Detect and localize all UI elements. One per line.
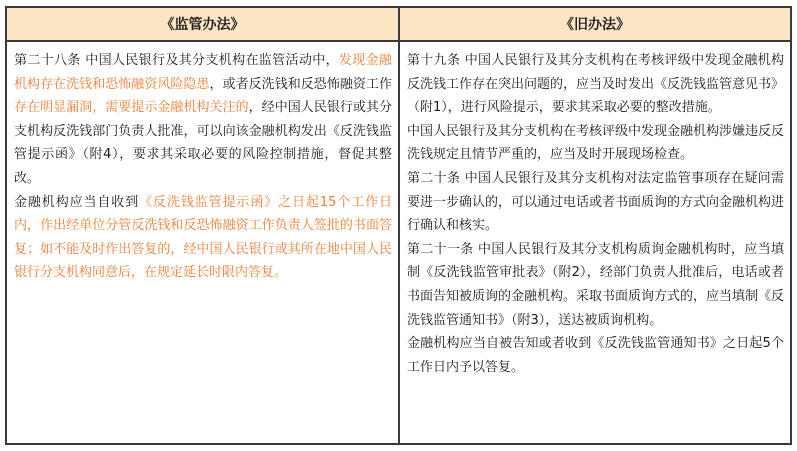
text-segment: ，经中国人民银行或其分支机构反洗钱部门负责人批准，可以向该金融机构发出《反洗钱监管提示函》（附4），要求其采取必要的风险控制措施，督促其整改。 [14, 100, 392, 186]
header-new-regulation: 《监管办法》 [7, 8, 400, 42]
header-old-regulation: 《旧办法》 [400, 8, 790, 42]
text-segment: 金融机构应当自收到 [14, 194, 140, 210]
regulation-paragraph: 第二十条 中国人民银行及其分支机构对法定监管事项存在疑问需要进一步确认的，可以通过电话或者书面质询的方式向金融机构进行确认和核实。 [407, 170, 785, 234]
highlighted-text: 《反洗钱监管提示函》之日起15个工作日内，作出经单位分管反洗钱和反恐怖融资工作负责人签批的书面答复；如不能及时作出答复的，经中国人民银行或其所在地中国人民银行分支机构同意后，在规定延长时限内答复。 [14, 194, 392, 281]
highlighted-text: 存在明显漏洞，需要提示金融机构关注的 [14, 100, 249, 116]
regulation-paragraph [14, 49, 392, 191]
text-segment: ，或者反洗钱和反恐怖融资工作 [209, 76, 392, 92]
regulation-paragraph: 中国人民银行及其分支机构在考核评级中发现金融机构涉嫌违反反洗钱规定且情节严重的，应当及时开展现场检查。 [407, 123, 785, 163]
regulation-paragraph [14, 191, 392, 285]
regulation-paragraph: 金融机构应当自被告知或者收到《反洗钱监管通知书》之日起5个工作日内予以答复。 [407, 336, 784, 375]
regulation-paragraph: 第二十一条 中国人民银行及其分支机构质询金融机构时，应当填制《反洗钱监管审批表》（附2），经部门负责人批准后，电话或者书面告知被质询的金融机构。采取书面质询方式的，应当填制《反洗钱监管通知书》（附3），送达被质询机构。 [407, 241, 785, 328]
comparison-table [5, 6, 792, 445]
new-regulation-text [7, 42, 400, 443]
old-regulation-text [400, 42, 790, 443]
highlighted-text: 发现金融机构存在洗钱和恐怖融资风险隐患 [14, 53, 392, 92]
regulation-paragraph: 第十九条 中国人民银行及其分支机构在考核评级中发现金融机构反洗钱工作存在突出问题的，应当及时发出《反洗钱监管意见书》（附1），进行风险提示，要求其采取必要的整改措施。 [407, 53, 785, 116]
text-segment: 第二十八条 中国人民银行及其分支机构在监管活动中， [14, 53, 339, 68]
